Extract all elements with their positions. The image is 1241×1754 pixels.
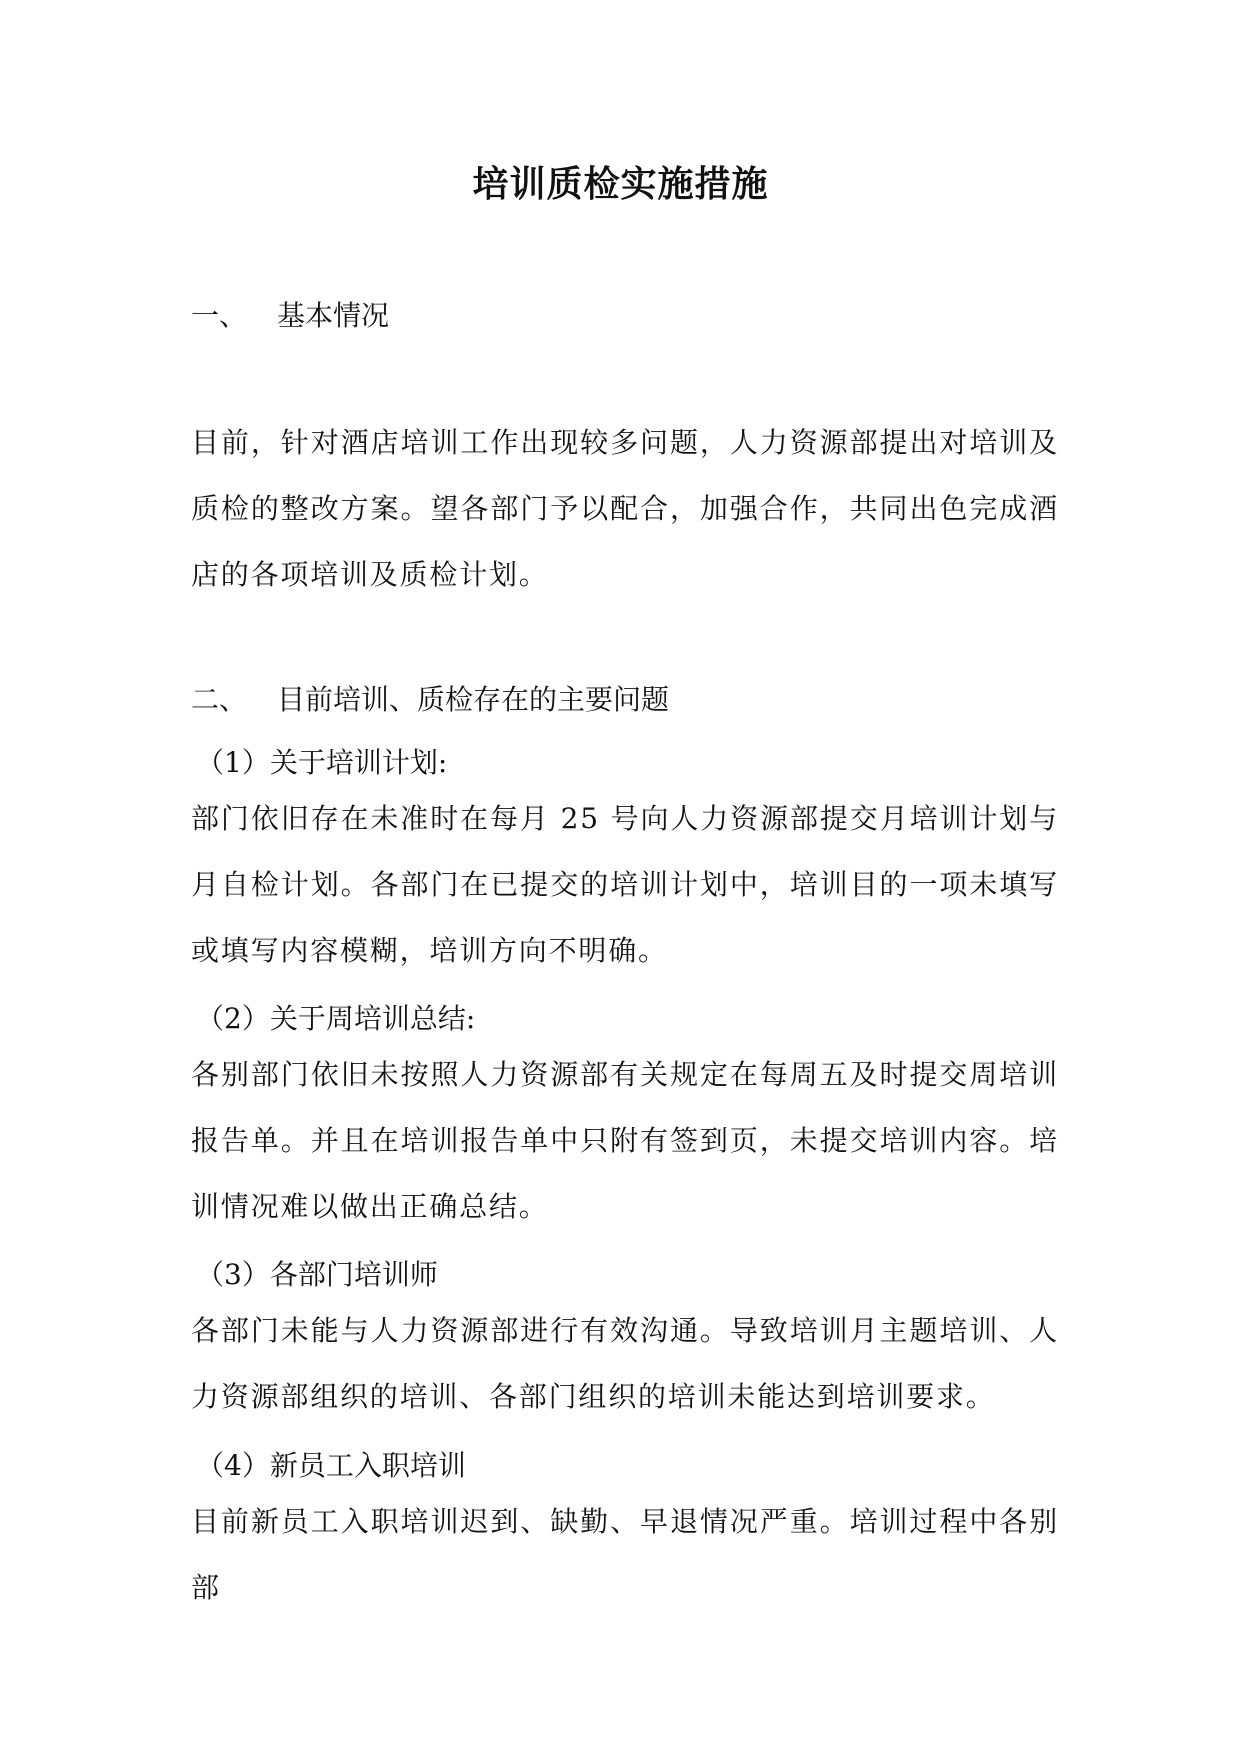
item-2-text: 各别部门依旧未按照人力资源部有关规定在每周五及时提交周培训报告单。并且在培训报告单中只附有签到页，未提交培训内容。培训情况难以做出正确总结。 (191, 1058, 1059, 1223)
section-1-title: 基本情况 (277, 299, 390, 332)
item-3-label: （3）各部门培训师 (196, 1258, 438, 1291)
item-3-text: 各部门未能与人力资源部进行有效沟通。导致培训月主题培训、人力资源部组织的培训、各部门组织的培训未能达到培训要求。 (191, 1314, 1059, 1413)
section-2-number: 二、 (191, 683, 248, 716)
section-1-heading (191, 296, 389, 336)
item-1-label: （1）关于培训计划: (196, 746, 448, 779)
section-2-heading (191, 680, 669, 720)
section-1-number: 一、 (191, 299, 248, 332)
section-2-title: 目前培训、质检存在的主要问题 (277, 683, 670, 716)
item-4-text: 目前新员工入职培训迟到、缺勤、早退情况严重。培训过程中各别部 (191, 1505, 1059, 1604)
section-1-paragraph: 目前，针对酒店培训工作出现较多问题，人力资源部提出对培训及质检的整改方案。望各部门予以配合，加强合作，共同出色完成酒店的各项培训及质检计划。 (191, 426, 1059, 591)
item-2-label: （2）关于周培训总结: (196, 1002, 476, 1035)
document-title: 培训质检实施措施 (472, 163, 769, 205)
item-1-text: 部门依旧存在未准时在每月 25 号向人力资源部提交月培训计划与月自检计划。各部门在已提交的培训计划中，培训目的一项未填写或填写内容模糊，培训方向不明确。 (191, 802, 1059, 967)
item-4-label: （4）新员工入职培训 (196, 1449, 466, 1482)
